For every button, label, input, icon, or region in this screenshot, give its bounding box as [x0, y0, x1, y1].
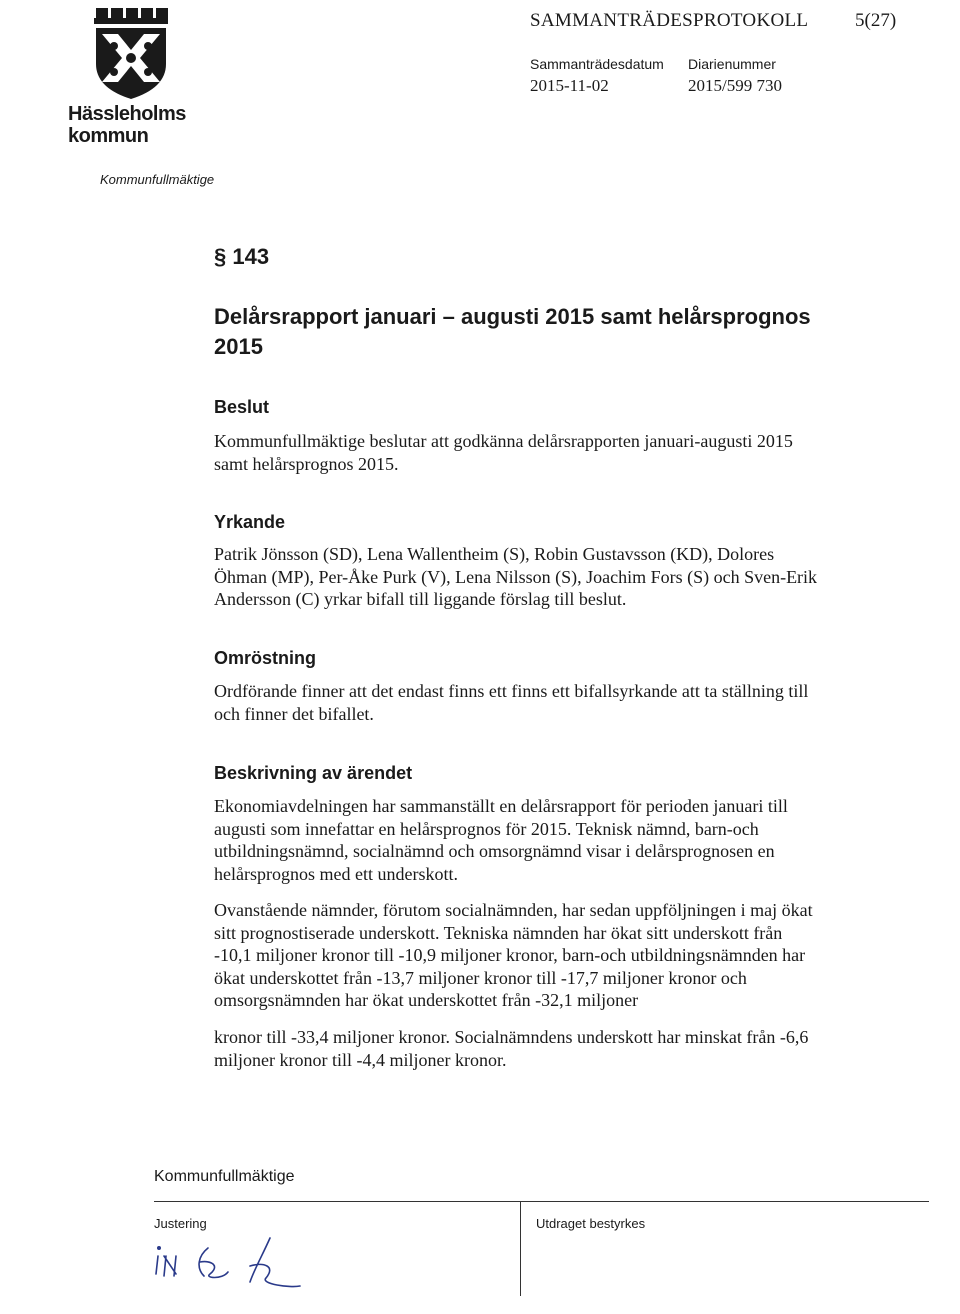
document-type: SAMMANTRÄDESPROTOKOLL [530, 10, 809, 31]
text-beslut: Kommunfullmäktige beslutar att godkänna delårsrapporten januari-augusti 2015 samt helårsprognos 2015. [214, 431, 793, 474]
date-label: Sammanträdesdatum [530, 56, 664, 72]
diarie-label: Diarienummer [688, 56, 776, 72]
governing-body-label: Kommunfullmäktige [100, 172, 215, 187]
section-number: § 143 [214, 244, 270, 269]
text-beskrivning-1: Ekonomiavdelningen har sammanställt en delårsrapport för perioden januari till augusti som innefattar en helårsprognos för 2015. Teknisk nämnd, barn-och utbildningsnämnd, socialnämnd och omsorgnämnd visar i delårsprognosen en helårsprognos med ett underskott. [214, 796, 788, 884]
text-beskrivning-2: Ovanstående nämnder, förutom socialnämnden, har sedan uppföljningen i maj ökat sitt prognostiserade underskott. Tekniska nämnden har ökat sitt underskott från -10,1 miljoner kronor till -10,9 miljoner kronor, barn-och utbildningsnämnden har ökat underskottet från -13,7 miljoner kronor till -17,7 miljoner kronor och omsorgsnämnden har ökat underskottet från -32,1 miljoner [214, 900, 813, 1010]
heading-yrkande: Yrkande [214, 512, 286, 532]
coat-of-arms-icon [92, 6, 170, 101]
heading-beslut: Beslut [214, 397, 270, 417]
footer-label: Kommunfullmäktige [154, 1168, 295, 1185]
heading-beskrivning: Beskrivning av ärendet [214, 763, 413, 783]
justering-label: Justering [154, 1216, 207, 1231]
handwritten-signature [150, 1226, 330, 1296]
footer-column-divider [520, 1201, 521, 1296]
utdraget-label: Utdraget bestyrkes [536, 1216, 646, 1231]
page-title: Delårsrapport januari – augusti 2015 samt helårsprognos 2015 [214, 304, 811, 359]
text-omrostning: Ordförande finner att det endast finns ett finns ett bifallsyrkande att ta ställning till och finner det bifallet. [214, 681, 809, 724]
heading-omrostning: Omröstning [214, 648, 316, 668]
diarie-value: 2015/599 730 [688, 76, 782, 95]
text-yrkande: Patrik Jönsson (SD), Lena Wallentheim (S), Robin Gustavsson (KD), Dolores Öhman (MP), Per-Åke Purk (V), Lena Nilsson (S), Joachim Fors (S) och Sven-Erik Andersson (C) yrkar bifall till liggande förslag till beslut. [214, 544, 818, 609]
date-value: 2015-11-02 [530, 76, 609, 95]
municipality-name: Hässleholms kommun [68, 103, 186, 147]
page-number: 5(27) [855, 10, 897, 31]
footer-divider [154, 1201, 929, 1202]
text-beskrivning-3: kronor till -33,4 miljoner kronor. Socialnämndens underskott har minskat från -6,6 miljoner kronor till -4,4 miljoner kronor. [214, 1027, 809, 1070]
